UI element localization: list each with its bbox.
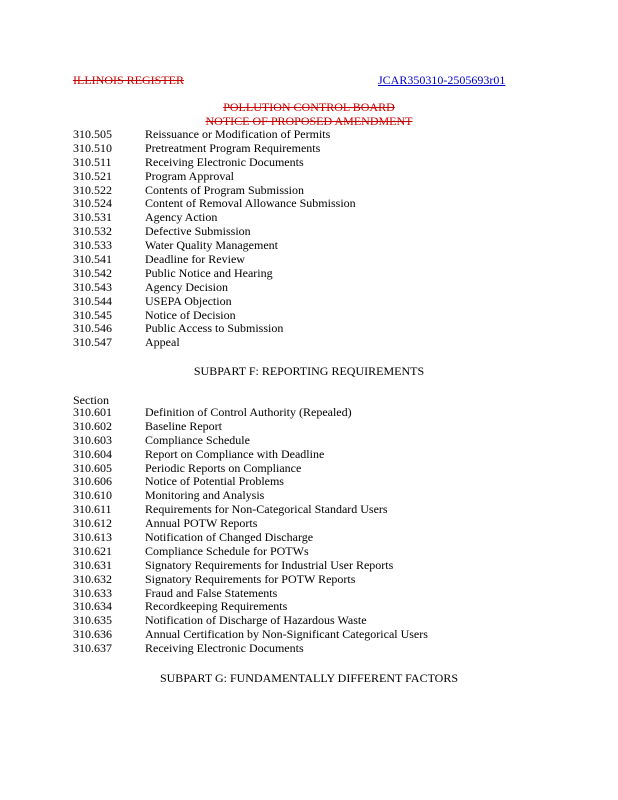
section-row [73,128,356,142]
subpart-g-heading: SUBPART G: FUNDAMENTALLY DIFFERENT FACTORS [159,671,459,685]
section-title: Monitoring and Analysis [145,488,265,503]
section-title: Water Quality Management [145,238,278,253]
section-title: Annual Certification by Non-Significant Categorical Users [145,627,428,642]
section-row [73,517,428,531]
section-number: 310.610 [73,488,112,503]
section-number: 310.605 [73,460,112,475]
section-title: Reissuance or Modification of Permits [145,127,331,141]
section-row [73,295,356,309]
section-title: Compliance Schedule for POTWs [145,543,309,558]
section-row [73,462,428,476]
section-title: Contents of Program Submission [145,182,305,197]
section-title: Deadline for Review [145,252,245,267]
section-row [73,281,356,295]
section-number: 310.612 [73,516,112,531]
section-title: Fraud and False Statements [145,585,278,600]
section-title: Requirements for Non-Categorical Standard Users [145,502,388,517]
section-title: Baseline Report [145,418,222,433]
section-row [73,142,356,156]
section-number: 310.505 [73,127,112,141]
section-number: 310.524 [73,196,112,211]
section-row [73,239,356,253]
section-title: Notice of Potential Problems [145,474,284,489]
section-number: 310.511 [73,154,112,169]
section-row [73,420,428,434]
section-title: Receiving Electronic Documents [145,641,304,656]
section-title: Public Access to Submission [145,321,284,336]
section-title: Content of Removal Allowance Submission [145,196,356,211]
section-title: Compliance Schedule [145,432,250,447]
notice-title: NOTICE OF PROPOSED AMENDMENT [205,114,413,128]
section-title: Notice of Decision [145,307,236,322]
section-number: 310.546 [73,321,112,336]
section-row [73,614,428,628]
section-number: 310.544 [73,293,112,308]
section-row [73,336,356,350]
section-row [73,225,356,239]
section-title: Signatory Requirements for POTW Reports [145,571,356,586]
section-number: 310.603 [73,432,112,447]
section-number: 310.532 [73,224,112,239]
section-row [73,628,428,642]
section-row [73,156,356,170]
agency-title: POLLUTION CONTROL BOARD [223,100,395,114]
section-label: Section [73,393,109,407]
section-title: Agency Action [145,210,218,225]
register-header: ILLINOIS REGISTER [73,73,184,87]
section-title: Definition of Control Authority (Repealed) [145,405,352,419]
section-number: 310.606 [73,474,112,489]
section-row [73,170,356,184]
section-row [73,545,428,559]
jcar-link[interactable]: JCAR350310-2505693r01 [378,73,506,87]
section-number: 310.632 [73,571,112,586]
section-number: 310.634 [73,599,112,614]
section-number: 310.545 [73,307,112,322]
section-row [73,600,428,614]
section-title: Annual POTW Reports [145,516,258,531]
section-number: 310.601 [73,405,112,419]
section-row [73,448,428,462]
section-number: 310.613 [73,530,112,545]
section-number: 310.611 [73,502,112,517]
section-number: 310.636 [73,627,112,642]
section-number: 310.543 [73,279,112,294]
subpart-f-heading: SUBPART F: REPORTING REQUIREMENTS [193,364,425,378]
section-row [73,559,428,573]
section-title: Appeal [145,335,180,350]
section-number: 310.604 [73,446,112,461]
section-row [73,184,356,198]
section-number: 310.547 [73,335,112,350]
section-list-e [73,128,356,350]
section-title: Signatory Requirements for Industrial User Reports [145,557,394,572]
section-row [73,322,356,336]
section-title: USEPA Objection [145,293,232,308]
section-title: Periodic Reports on Compliance [145,460,302,475]
section-title: Receiving Electronic Documents [145,154,304,169]
section-number: 310.521 [73,168,112,183]
section-title: Report on Compliance with Deadline [145,446,325,461]
section-row [73,253,356,267]
section-number: 310.621 [73,543,112,558]
section-title: Public Notice and Hearing [145,265,273,280]
section-number: 310.510 [73,140,112,155]
section-row [73,211,356,225]
section-number: 310.522 [73,182,112,197]
section-number: 310.631 [73,557,112,572]
section-number: 310.633 [73,585,112,600]
section-row [73,531,428,545]
section-number: 310.533 [73,238,112,253]
section-title: Agency Decision [145,279,228,294]
section-row [73,309,356,323]
section-row [73,434,428,448]
section-title: Recordkeeping Requirements [145,599,288,614]
section-number: 310.531 [73,210,112,225]
section-number: 310.602 [73,418,112,433]
section-row [73,267,356,281]
section-row [73,406,428,420]
section-number: 310.541 [73,252,112,267]
section-row [73,503,428,517]
section-row [73,573,428,587]
section-number: 310.637 [73,641,112,656]
section-number: 310.542 [73,265,112,280]
section-title: Notification of Discharge of Hazardous Waste [145,613,367,628]
section-row [73,475,428,489]
section-title: Defective Submission [145,224,251,239]
section-title: Notification of Changed Discharge [145,530,314,545]
section-row [73,587,428,601]
section-row [73,489,428,503]
section-title: Program Approval [145,168,234,183]
section-row [73,642,428,656]
section-number: 310.635 [73,613,112,628]
section-title: Pretreatment Program Requirements [145,140,321,155]
section-list-f [73,406,428,656]
section-row [73,197,356,211]
